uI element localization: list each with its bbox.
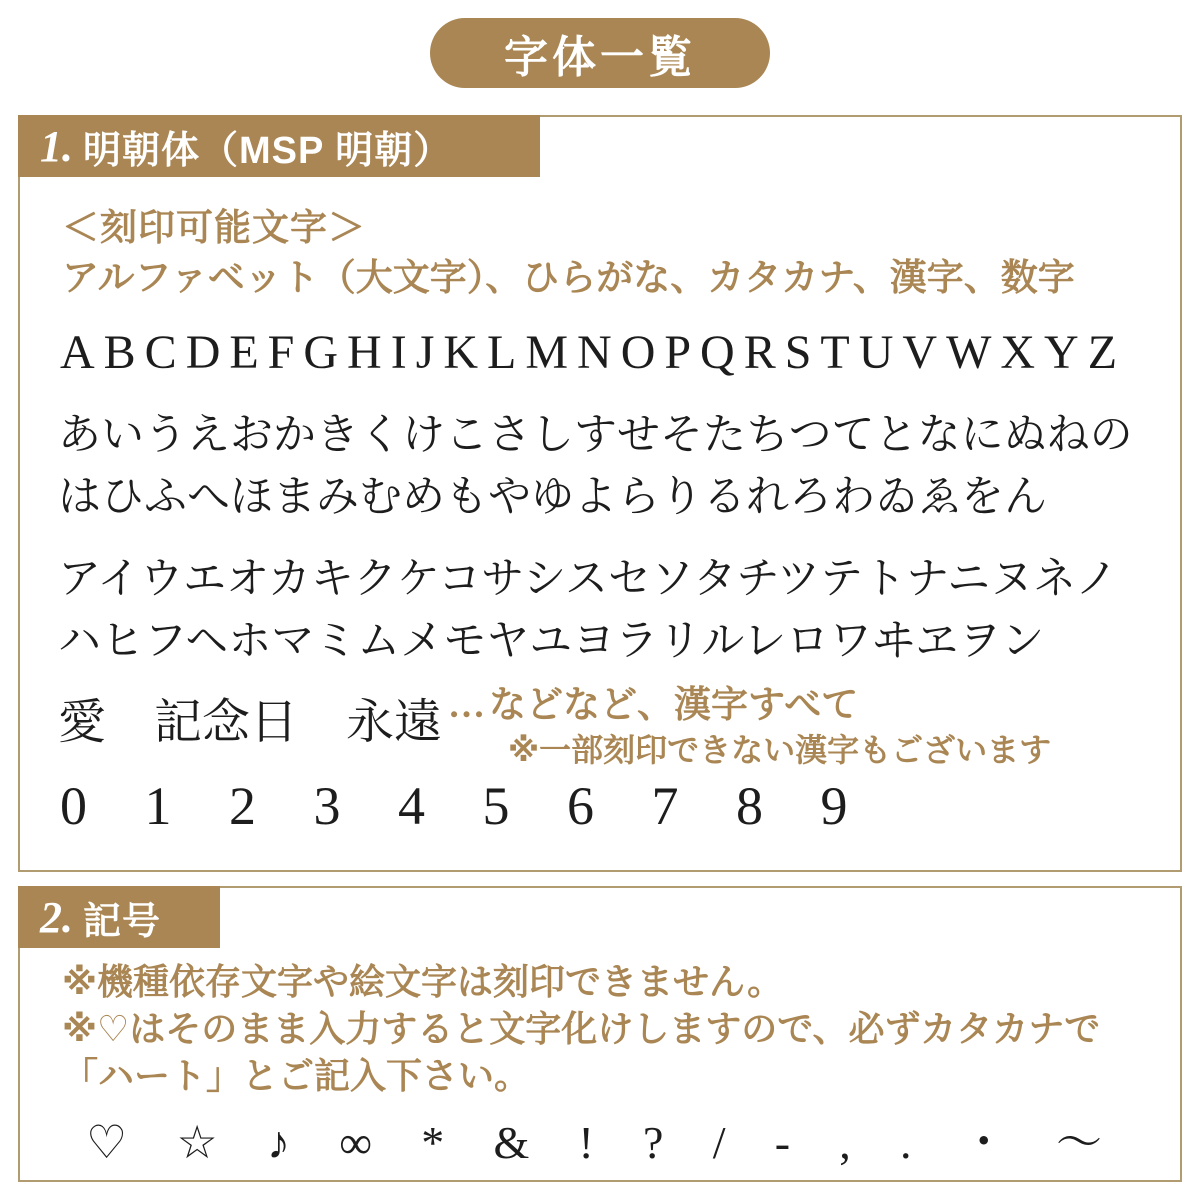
- symbol-item: *: [421, 1117, 445, 1168]
- symbol-item: &: [493, 1117, 530, 1168]
- section-mincho-header: [18, 115, 540, 177]
- section-mincho-title: 明朝体（MSP 明朝）: [83, 129, 453, 172]
- hiragana-line-2: はひふへほまみむめもやゆよらりるれろわゐゑをん: [58, 474, 1047, 521]
- symbol-item: ～: [1055, 1117, 1102, 1168]
- katakana-line-1: アイウエオカキクケコサシスセソタチツテトナニヌネノ: [58, 556, 1118, 603]
- section-symbols-number: 2.: [40, 892, 73, 942]
- symbol-item: .: [900, 1117, 912, 1168]
- symbol-item: ♡: [86, 1117, 128, 1168]
- hiragana-specimen: [58, 405, 1133, 529]
- symbol-note-3: 「ハート」とご記入下さい。: [62, 1055, 531, 1096]
- symbol-item: ,: [839, 1117, 851, 1168]
- symbol-item: ・: [960, 1117, 1007, 1168]
- section-symbols-title: 記号: [83, 900, 162, 943]
- katakana-specimen: [58, 549, 1118, 673]
- char-types-line: アルファベット（大文字）、ひらがな、カタカナ、漢字、数字: [62, 257, 1075, 298]
- symbols-specimen-row: [86, 1106, 1102, 1172]
- symbol-item: ♪: [266, 1117, 290, 1168]
- ellipsis: …: [448, 685, 485, 726]
- symbol-item: /: [712, 1117, 726, 1168]
- kanji-note: [448, 683, 1051, 728]
- page-title-badge: [430, 18, 770, 88]
- symbol-item: -: [774, 1117, 791, 1168]
- symbol-note-1: ※機種依存文字や絵文字は刻印できません。: [62, 961, 784, 1002]
- symbol-note-2: ※♡はそのまま入力すると文字化けしますので、必ずカタカナで: [62, 1008, 1101, 1049]
- page-title: 字体一覧: [504, 33, 696, 82]
- symbol-item: !: [578, 1117, 594, 1168]
- symbol-item: ?: [643, 1117, 664, 1168]
- hiragana-line-1: あいうえおかきくけこさしすせそたちつてとなにぬねの: [58, 412, 1133, 459]
- kanji-note-text: などなど、漢字すべて: [489, 684, 859, 725]
- symbol-item: ∞: [339, 1117, 372, 1168]
- engravable-chars-heading: ＜刻印可能文字＞: [62, 207, 366, 248]
- symbol-item: ☆: [176, 1117, 218, 1168]
- section-mincho-number: 1.: [40, 121, 73, 171]
- kanji-note-block: [448, 683, 1051, 772]
- kanji-specimen: 愛 記念日 永遠: [58, 696, 443, 749]
- section-symbols-header: [18, 886, 220, 948]
- kanji-caution: ※一部刻印できない漢字もございます: [508, 732, 1052, 768]
- section-symbols-box: [18, 886, 1182, 1182]
- numbers-specimen: 0 1 2 3 4 5 6 7 8 9: [60, 776, 870, 836]
- alphabet-specimen: ABCDEFGHIJKLMNOPQRSTUVWXYZ: [60, 326, 1127, 379]
- section-mincho-box: [18, 115, 1182, 872]
- katakana-line-2: ハヒフヘホマミムメモヤユヨラリルレロワヰヱヲン: [58, 618, 1045, 665]
- symbol-notes: [62, 958, 1100, 1099]
